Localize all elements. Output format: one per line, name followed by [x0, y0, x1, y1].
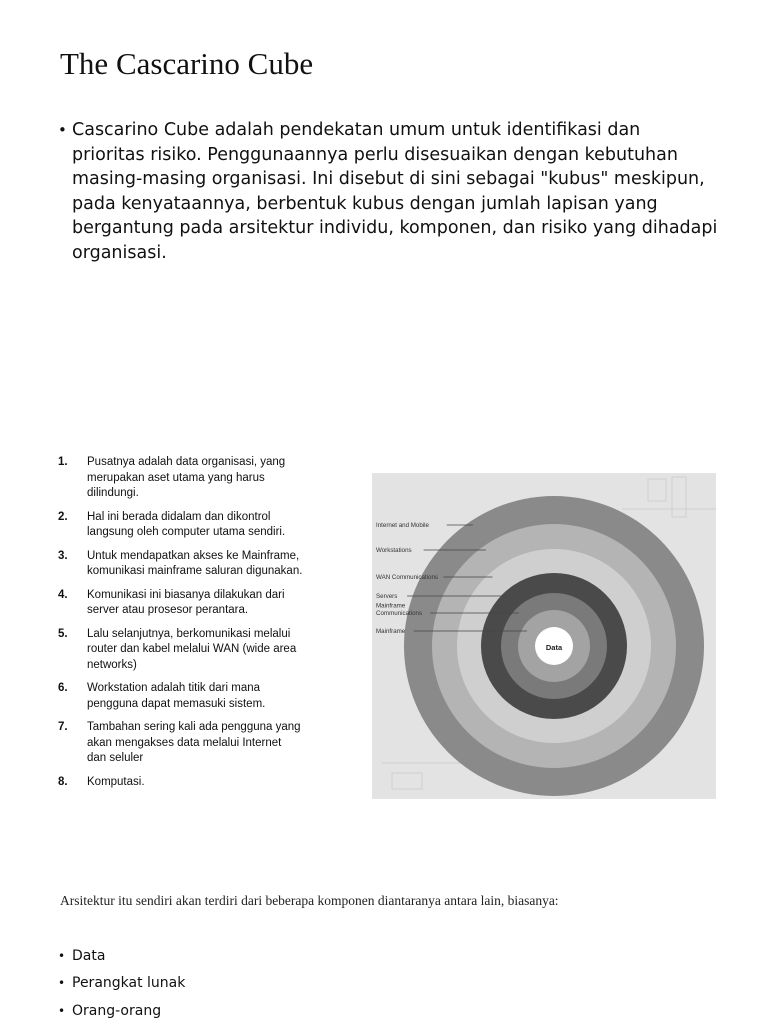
architecture-text: Arsitektur itu sendiri akan terdiri dari beberapa komponen diantaranya antara lain, biasanya:: [60, 893, 559, 908]
list-item: [58, 549, 303, 580]
bullet-icon: •: [58, 976, 66, 991]
list-item: [58, 681, 303, 712]
list-item: [58, 775, 303, 791]
step-number: 6.: [58, 682, 68, 694]
list-item: [58, 510, 303, 541]
step-number: 8.: [58, 775, 68, 788]
step-number: 1.: [58, 456, 68, 468]
intro-text: Cascarino Cube adalah pendekatan umum untuk identifikasi dan prioritas risiko. Penggunaannya perlu disesuaikan dengan kebutuhan masing-masing organisasi. Ini disebut di sini sebagai "kubus" meskipun, pada kenyataannya, berbentuk kubus dengan jumlah lapisan yang bergantung pada arsitektur individu, komponen, dan risiko yang dihadapi organisasi.: [72, 120, 718, 263]
component-text: Perangkat lunak: [72, 975, 186, 992]
bullet-icon: •: [58, 1003, 66, 1018]
step-number: 3.: [58, 549, 68, 562]
list-item: [58, 627, 303, 674]
layer-label-4: Communications: [376, 610, 423, 617]
intro-paragraph: [58, 118, 718, 265]
layer-steps-list: [58, 455, 303, 798]
list-item: [58, 970, 185, 998]
step-text: Untuk mendapatkan akses ke Mainframe, komunikasi mainframe saluran digunakan.: [87, 549, 303, 577]
step-text: Hal ini berada didalam dan dikontrol langsung oleh computer utama sendiri.: [87, 510, 286, 538]
step-number: 4.: [58, 588, 68, 601]
cascarino-cube-diagram: [372, 473, 716, 799]
step-text: Komputasi.: [87, 775, 145, 788]
layer-label-0: Internet and Mobile: [376, 522, 429, 529]
layer-label-1: Workstations: [376, 547, 412, 554]
list-item: [58, 588, 303, 619]
list-item: [58, 997, 185, 1025]
layer-label-3: Servers: [376, 593, 398, 600]
list-item: [58, 942, 185, 970]
layer-label-5: Mainframe: [376, 628, 406, 635]
step-number: 5.: [58, 627, 68, 640]
step-text: Tambahan sering kali ada pengguna yang akan mengakses data melalui Internet dan seluler: [87, 721, 301, 764]
components-list: [58, 942, 185, 1025]
step-text: Komunikasi ini biasanya dilakukan dari server atau prosesor perantara.: [87, 588, 285, 616]
center-data-label: Data: [545, 643, 563, 652]
list-item: [58, 455, 303, 502]
step-text: Lalu selanjutnya, berkomunikasi melalui router dan kabel melalui WAN (wide area networks): [87, 627, 297, 671]
bullet-icon: •: [58, 948, 66, 963]
step-number: 2.: [58, 510, 68, 523]
cube-diagram-svg: [372, 473, 716, 799]
list-item: [58, 720, 303, 767]
layer-label-4: Mainframe: [376, 602, 406, 610]
step-number: 7.: [58, 721, 68, 733]
component-text: Orang-orang: [72, 1002, 162, 1019]
page-title: The Cascarino Cube: [60, 46, 314, 81]
component-text: Data: [72, 947, 106, 964]
bullet-icon: •: [58, 121, 67, 139]
step-text: Workstation adalah titik dari mana pengguna dapat memasuki sistem.: [87, 682, 266, 710]
step-text: Pusatnya adalah data organisasi, yang merupakan aset utama yang harus dilindungi.: [87, 456, 286, 499]
layer-label-2: WAN Communications: [376, 574, 439, 581]
